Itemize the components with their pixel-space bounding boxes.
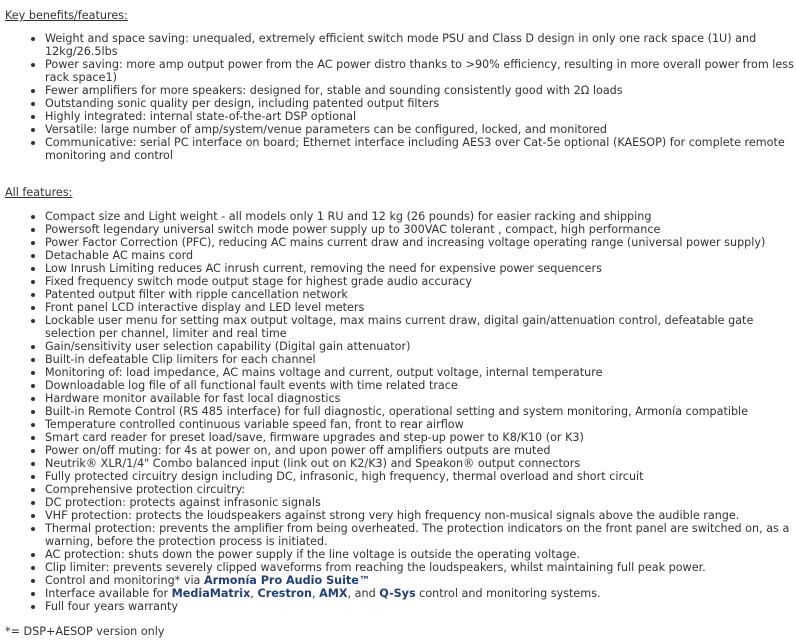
interface-suffix: control and monitoring systems.: [415, 587, 601, 600]
list-item: Power saving: more amp output power from the AC power distro thanks to >90% efficiency, resulting in more overall power from less rack space1): [30, 58, 794, 84]
list-item: Thermal protection: prevents the amplifier from being overheated. The protection indicators on the front panel are switched on, as a warning, before the protection process is initiated.: [30, 522, 794, 548]
list-item: Built-in Remote Control (RS 485 interface) for full diagnostic, operational setting and system monitoring, Armonía compatible: [30, 405, 794, 418]
amx-brand: AMX: [319, 587, 348, 600]
armonia-brand: Armonía Pro Audio Suite™: [203, 574, 371, 587]
all-features-heading: All features:: [5, 186, 73, 199]
list-item: Power Factor Correction (PFC), reducing AC mains current draw and increasing voltage operating range (universal power supply): [30, 236, 794, 249]
interface-prefix: Interface available for: [45, 587, 172, 600]
list-item: Temperature controlled continuous variable speed fan, front to rear airflow: [30, 418, 794, 431]
key-benefits-heading: Key benefits/features:: [5, 9, 128, 22]
list-item: Low Inrush Limiting reduces AC inrush current, removing the need for expensive power sequencers: [30, 262, 794, 275]
interface-separator: ,: [311, 587, 320, 600]
interface-item: [30, 587, 794, 600]
list-item: Fixed frequency switch mode output stage for highest grade audio accuracy: [30, 275, 794, 288]
list-item: Neutrik® XLR/1/4" Combo balanced input (link out on K2/K3) and Speakon® output connectors: [30, 457, 794, 470]
footnote: *= DSP+AESOP version only: [5, 625, 165, 638]
list-item: Lockable user menu for setting max output voltage, max mains current draw, digital gain/attenuation control, defeatable gate selection per channel, limiter and real time: [30, 314, 794, 340]
list-item: Power on/off muting: for 4s at power on, and upon power off amplifiers outputs are muted: [30, 444, 794, 457]
list-item: Detachable AC mains cord: [30, 249, 794, 262]
list-item: Compact size and Light weight - all models only 1 RU and 12 kg (26 pounds) for easier racking and shipping: [30, 210, 794, 223]
list-item: Weight and space saving: unequaled, extremely efficient switch mode PSU and Class D design in only one rack space (1U) and 12kg/26.5lbs: [30, 32, 794, 58]
list-item: Downloadable log file of all functional fault events with time related trace: [30, 379, 794, 392]
list-item: Gain/sensitivity user selection capability (Digital gain attenuator): [30, 340, 794, 353]
list-item: DC protection: protects against infrasonic signals: [30, 496, 794, 509]
list-item: Smart card reader for preset load/save, firmware upgrades and step-up power to K8/K10 (or K3): [30, 431, 794, 444]
list-item: Highly integrated: internal state-of-the-art DSP optional: [30, 110, 794, 123]
list-item: Clip limiter: prevents severely clipped waveforms from reaching the loudspeakers, whilst maintaining full peak power.: [30, 561, 794, 574]
list-item: Communicative: serial PC interface on board; Ethernet interface including AES3 over Cat-5e optional (KAESOP) for complete remote monitoring and control: [30, 136, 794, 162]
key-benefits-list: [30, 32, 794, 162]
mediamatrix-brand: MediaMatrix: [171, 587, 251, 600]
list-item: Patented output filter with ripple cancellation network: [30, 288, 794, 301]
interface-separator: ,: [250, 587, 258, 600]
list-item: Versatile: large number of amp/system/venue parameters can be configured, locked, and monitored: [30, 123, 794, 136]
list-item: Outstanding sonic quality per design, including patented output filters: [30, 97, 794, 110]
qsys-brand: Q-Sys: [379, 587, 416, 600]
control-monitoring-item: [30, 574, 794, 587]
list-item: VHF protection: protects the loudspeakers against strong very high frequency non-musical signals above the audible range.: [30, 509, 794, 522]
list-item: Fully protected circuitry design including DC, infrasonic, high frequency, thermal overload and short circuit: [30, 470, 794, 483]
crestron-brand: Crestron: [257, 587, 312, 600]
list-item: Fewer amplifiers for more speakers: designed for, stable and sounding consistently good with 2Ω loads: [30, 84, 794, 97]
list-item: Comprehensive protection circuitry:: [30, 483, 794, 496]
list-item: Full four years warranty: [30, 600, 794, 613]
list-item: AC protection: shuts down the power supply if the line voltage is outside the operating voltage.: [30, 548, 794, 561]
list-item: Front panel LCD interactive display and LED level meters: [30, 301, 794, 314]
list-item: Monitoring of: load impedance, AC mains voltage and current, output voltage, internal temperature: [30, 366, 794, 379]
all-features-list: [30, 210, 794, 613]
list-item: Powersoft legendary universal switch mode power supply up to 300VAC tolerant , compact, high performance: [30, 223, 794, 236]
list-item: Hardware monitor available for fast local diagnostics: [30, 392, 794, 405]
list-item: Built-in defeatable Clip limiters for each channel: [30, 353, 794, 366]
control-prefix: Control and monitoring* via: [45, 574, 204, 587]
interface-separator: , and: [347, 587, 380, 600]
